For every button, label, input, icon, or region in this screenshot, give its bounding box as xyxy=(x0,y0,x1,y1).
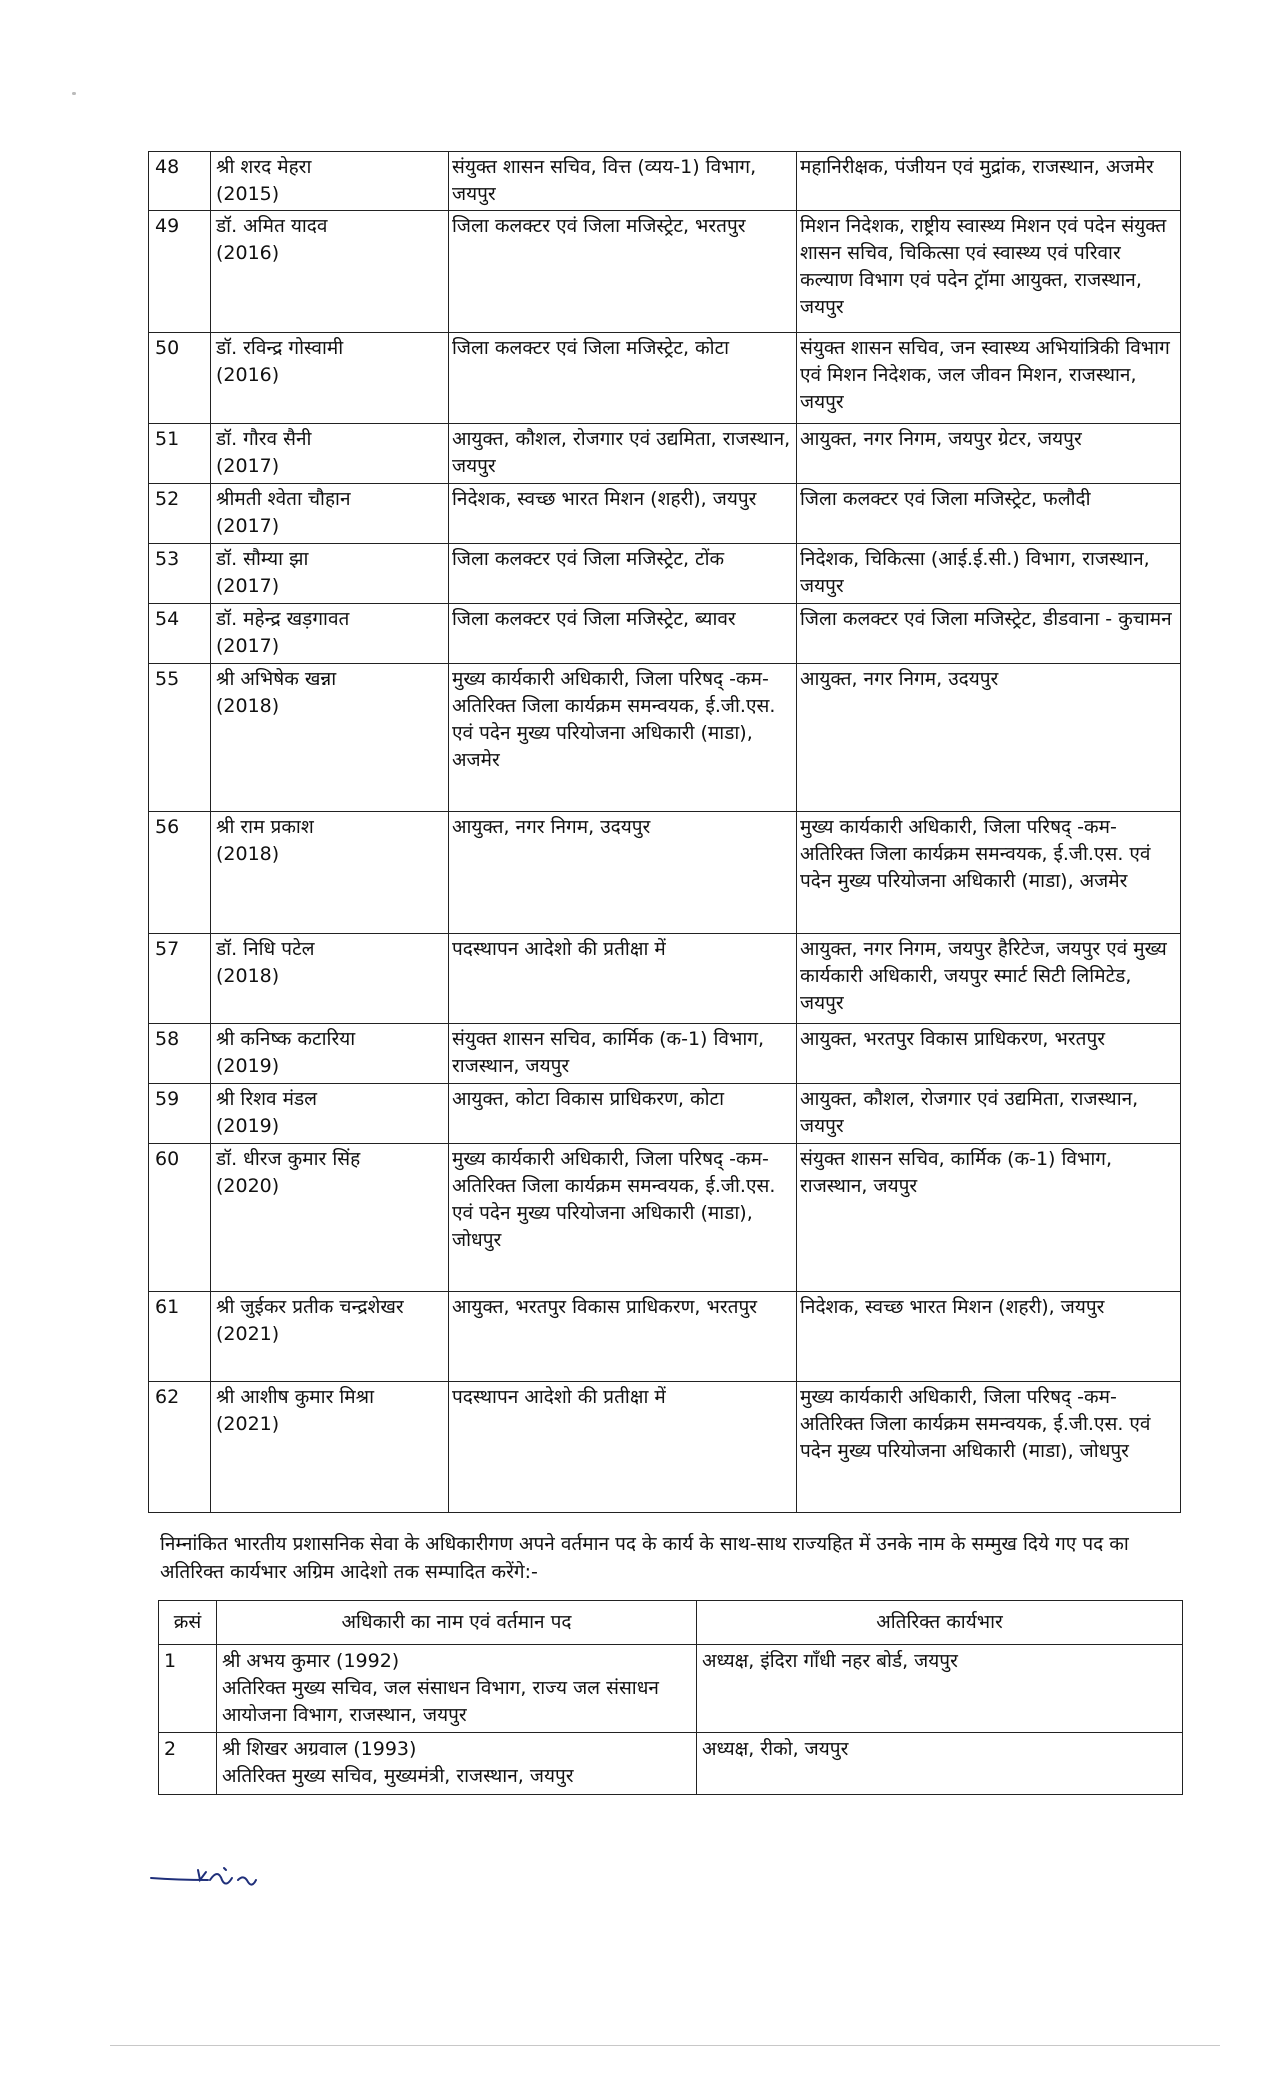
batch-year: (2016) xyxy=(216,242,280,264)
table-row xyxy=(149,1024,1181,1084)
serial-number: 52 xyxy=(149,484,211,544)
officer-name: श्री राम प्रकाश xyxy=(216,816,314,838)
new-post: आयुक्त, कौशल, रोजगार एवं उद्यमिता, राजस्थान, जयपुर xyxy=(797,1084,1181,1144)
current-post: आयुक्त, भरतपुर विकास प्राधिकरण, भरतपुर xyxy=(449,1292,797,1382)
officer-name: डॉ. धीरज कुमार सिंह xyxy=(216,1148,361,1170)
officer-name-cell xyxy=(211,333,449,424)
officer-name: डॉ. महेन्द्र खड़गावत xyxy=(216,608,350,630)
new-post: संयुक्त शासन सचिव, कार्मिक (क-1) विभाग, राजस्थान, जयपुर xyxy=(797,1144,1181,1292)
officer-name: श्रीमती श्वेता चौहान xyxy=(216,488,351,510)
officer-name-cell xyxy=(211,1024,449,1084)
batch-year: (2020) xyxy=(216,1175,280,1197)
officer-name: श्री आशीष कुमार मिश्रा xyxy=(216,1386,375,1408)
table-row xyxy=(149,664,1181,812)
table-row xyxy=(149,1382,1181,1513)
serial-number: 50 xyxy=(149,333,211,424)
new-post: आयुक्त, नगर निगम, जयपुर ग्रेटर, जयपुर xyxy=(797,424,1181,484)
new-post: मिशन निदेशक, राष्ट्रीय स्वास्थ्य मिशन एवं पदेन संयुक्त शासन सचिव, चिकित्सा एवं स्वास्थ्य एवं परिवार कल्याण विभाग एवं पदेन ट्रॉमा आयुक्त, राजस्थान, जयपुर xyxy=(797,211,1181,333)
serial-number: 2 xyxy=(159,1733,217,1795)
table-row xyxy=(149,484,1181,544)
batch-year: (2021) xyxy=(216,1323,280,1345)
table-header-row xyxy=(159,1601,1183,1645)
officer-name: डॉ. रविन्द्र गोस्वामी xyxy=(216,337,344,359)
officer-name: श्री अभय कुमार (1992) xyxy=(222,1650,400,1672)
current-post: मुख्य कार्यकारी अधिकारी, जिला परिषद् -कम-अतिरिक्त जिला कार्यक्रम समन्वयक, ई.जी.एस. एवं पदेन मुख्य परियोजना अधिकारी (माडा), जोधपुर xyxy=(449,1144,797,1292)
officer-name-cell xyxy=(211,424,449,484)
serial-number: 58 xyxy=(149,1024,211,1084)
officer-cell xyxy=(217,1645,697,1733)
officer-name-cell xyxy=(211,484,449,544)
header-additional-charge: अतिरिक्त कार्यभार xyxy=(697,1601,1183,1645)
current-post: मुख्य कार्यकारी अधिकारी, जिला परिषद् -कम-अतिरिक्त जिला कार्यक्रम समन्वयक, ई.जी.एस. एवं पदेन मुख्य परियोजना अधिकारी (माडा), अजमेर xyxy=(449,664,797,812)
officer-name: डॉ. निधि पटेल xyxy=(216,938,315,960)
scan-speck xyxy=(72,92,76,95)
officer-name: श्री शरद मेहरा xyxy=(216,156,312,178)
current-post: अतिरिक्त मुख्य सचिव, मुख्यमंत्री, राजस्थान, जयपुर xyxy=(222,1765,574,1787)
table-row xyxy=(149,544,1181,604)
current-post: आयुक्त, नगर निगम, उदयपुर xyxy=(449,812,797,934)
current-post: पदस्थापन आदेशो की प्रतीक्षा में xyxy=(449,934,797,1024)
new-post: निदेशक, स्वच्छ भारत मिशन (शहरी), जयपुर xyxy=(797,1292,1181,1382)
new-post: मुख्य कार्यकारी अधिकारी, जिला परिषद् -कम-अतिरिक्त जिला कार्यक्रम समन्वयक, ई.जी.एस. एवं पदेन मुख्य परियोजना अधिकारी (माडा), अजमेर xyxy=(797,812,1181,934)
new-post: जिला कलक्टर एवं जिला मजिस्ट्रेट, डीडवाना - कुचामन xyxy=(797,604,1181,664)
officer-name: श्री रिशव मंडल xyxy=(216,1088,318,1110)
batch-year: (2017) xyxy=(216,515,280,537)
new-post: मुख्य कार्यकारी अधिकारी, जिला परिषद् -कम-अतिरिक्त जिला कार्यक्रम समन्वयक, ई.जी.एस. एवं पदेन मुख्य परियोजना अधिकारी (माडा), जोधपुर xyxy=(797,1382,1181,1513)
new-post: आयुक्त, भरतपुर विकास प्राधिकरण, भरतपुर xyxy=(797,1024,1181,1084)
header-serial: क्रसं xyxy=(159,1601,217,1645)
officer-name-cell xyxy=(211,664,449,812)
batch-year: (2017) xyxy=(216,575,280,597)
postings-table xyxy=(148,151,1181,1513)
table-row xyxy=(149,1144,1181,1292)
current-post: पदस्थापन आदेशो की प्रतीक्षा में xyxy=(449,1382,797,1513)
table-row xyxy=(149,333,1181,424)
additional-charge-table xyxy=(158,1600,1183,1795)
table-row xyxy=(159,1645,1183,1733)
current-post: जिला कलक्टर एवं जिला मजिस्ट्रेट, कोटा xyxy=(449,333,797,424)
batch-year: (2017) xyxy=(216,455,280,477)
new-post: महानिरीक्षक, पंजीयन एवं मुद्रांक, राजस्थान, अजमेर xyxy=(797,152,1181,211)
officer-name-cell xyxy=(211,1084,449,1144)
officer-name-cell xyxy=(211,1292,449,1382)
table-row xyxy=(149,424,1181,484)
serial-number: 57 xyxy=(149,934,211,1024)
batch-year: (2018) xyxy=(216,965,280,987)
officer-name-cell xyxy=(211,152,449,211)
serial-number: 48 xyxy=(149,152,211,211)
officer-name: श्री शिखर अग्रवाल (1993) xyxy=(222,1738,417,1760)
batch-year: (2015) xyxy=(216,183,280,205)
serial-number: 61 xyxy=(149,1292,211,1382)
officer-name-cell xyxy=(211,211,449,333)
serial-number: 55 xyxy=(149,664,211,812)
officer-name: डॉ. गौरव सैनी xyxy=(216,428,312,450)
current-post: आयुक्त, कौशल, रोजगार एवं उद्यमिता, राजस्थान, जयपुर xyxy=(449,424,797,484)
serial-number: 59 xyxy=(149,1084,211,1144)
officer-name-cell xyxy=(211,1144,449,1292)
officer-name: श्री अभिषेक खन्ना xyxy=(216,668,337,690)
batch-year: (2021) xyxy=(216,1413,280,1435)
table-row xyxy=(159,1733,1183,1795)
table-row xyxy=(149,211,1181,333)
officer-name-cell xyxy=(211,812,449,934)
current-post: जिला कलक्टर एवं जिला मजिस्ट्रेट, टोंक xyxy=(449,544,797,604)
additional-charge: अध्यक्ष, इंदिरा गाँधी नहर बोर्ड, जयपुर xyxy=(697,1645,1183,1733)
officer-name: डॉ. सौम्या झा xyxy=(216,548,309,570)
handwritten-signature xyxy=(148,1862,288,1912)
additional-charge: अध्यक्ष, रीको, जयपुर xyxy=(697,1733,1183,1795)
officer-name: श्री कनिष्क कटारिया xyxy=(216,1028,356,1050)
current-post: संयुक्त शासन सचिव, वित्त (व्यय-1) विभाग, जयपुर xyxy=(449,152,797,211)
serial-number: 56 xyxy=(149,812,211,934)
table-row xyxy=(149,1292,1181,1382)
officer-name: डॉ. अमित यादव xyxy=(216,215,328,237)
officer-name: श्री जुईकर प्रतीक चन्द्रशेखर xyxy=(216,1296,404,1318)
serial-number: 1 xyxy=(159,1645,217,1733)
batch-year: (2019) xyxy=(216,1055,280,1077)
new-post: आयुक्त, नगर निगम, जयपुर हैरिटेज, जयपुर एवं मुख्य कार्यकारी अधिकारी, जयपुर स्मार्ट सिटी लिमिटेड, जयपुर xyxy=(797,934,1181,1024)
header-officer-post: अधिकारी का नाम एवं वर्तमान पद xyxy=(217,1601,697,1645)
current-post: संयुक्त शासन सचिव, कार्मिक (क-1) विभाग, राजस्थान, जयपुर xyxy=(449,1024,797,1084)
serial-number: 53 xyxy=(149,544,211,604)
officer-name-cell xyxy=(211,934,449,1024)
officer-name-cell xyxy=(211,544,449,604)
serial-number: 62 xyxy=(149,1382,211,1513)
table-row xyxy=(149,934,1181,1024)
current-post: अतिरिक्त मुख्य सचिव, जल संसाधन विभाग, राज्य जल संसाधन आयोजना विभाग, राजस्थान, जयपुर xyxy=(222,1677,659,1726)
serial-number: 54 xyxy=(149,604,211,664)
serial-number: 49 xyxy=(149,211,211,333)
officer-name-cell xyxy=(211,1382,449,1513)
batch-year: (2017) xyxy=(216,635,280,657)
officer-name-cell xyxy=(211,604,449,664)
current-post: आयुक्त, कोटा विकास प्राधिकरण, कोटा xyxy=(449,1084,797,1144)
table-row xyxy=(149,152,1181,211)
batch-year: (2016) xyxy=(216,364,280,386)
new-post: जिला कलक्टर एवं जिला मजिस्ट्रेट, फलौदी xyxy=(797,484,1181,544)
current-post: जिला कलक्टर एवं जिला मजिस्ट्रेट, ब्यावर xyxy=(449,604,797,664)
table-row xyxy=(149,604,1181,664)
new-post: निदेशक, चिकित्सा (आई.ई.सी.) विभाग, राजस्थान, जयपुर xyxy=(797,544,1181,604)
table-row xyxy=(149,1084,1181,1144)
new-post: आयुक्त, नगर निगम, उदयपुर xyxy=(797,664,1181,812)
page-bottom-rule xyxy=(110,2045,1220,2046)
new-post: संयुक्त शासन सचिव, जन स्वास्थ्य अभियांत्रिकी विभाग एवं मिशन निदेशक, जल जीवन मिशन, राजस्थान, जयपुर xyxy=(797,333,1181,424)
officer-cell xyxy=(217,1733,697,1795)
serial-number: 51 xyxy=(149,424,211,484)
batch-year: (2018) xyxy=(216,843,280,865)
current-post: जिला कलक्टर एवं जिला मजिस्ट्रेट, भरतपुर xyxy=(449,211,797,333)
current-post: निदेशक, स्वच्छ भारत मिशन (शहरी), जयपुर xyxy=(449,484,797,544)
additional-charge-note: निम्नांकित भारतीय प्रशासनिक सेवा के अधिकारीगण अपने वर्तमान पद के कार्य के साथ-साथ राज्यहित में उनके नाम के सम्मुख दिये गए पद का अतिरिक्त कार्यभार अग्रिम आदेशो तक सम्पादित करेंगे:- xyxy=(160,1533,1129,1583)
serial-number: 60 xyxy=(149,1144,211,1292)
batch-year: (2019) xyxy=(216,1115,280,1137)
table-row xyxy=(149,812,1181,934)
batch-year: (2018) xyxy=(216,695,280,717)
